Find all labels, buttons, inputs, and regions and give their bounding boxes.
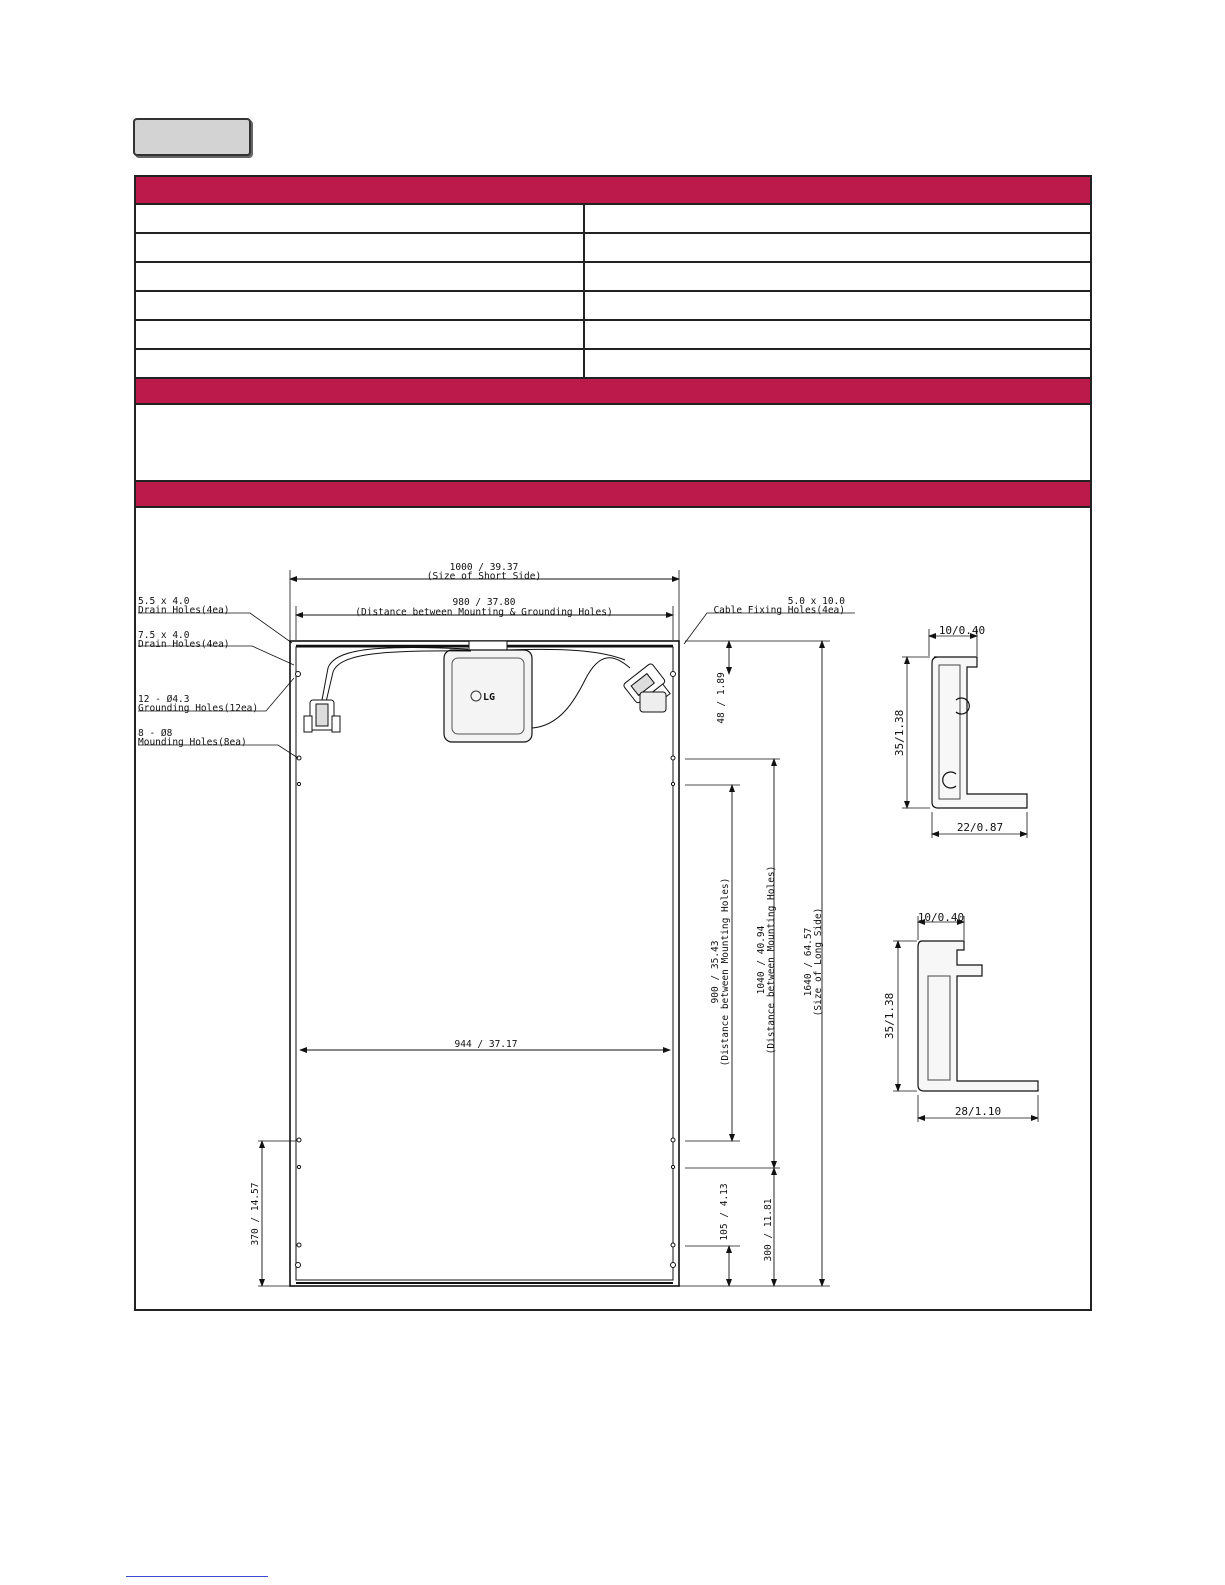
- mounding-note: Mounding Holes(8ea): [138, 737, 247, 748]
- short-side-value: 1000 / 39.37: [449, 562, 519, 573]
- dist-900-note: (Distance between Mounting Holes): [720, 877, 731, 1067]
- mounting-hole: [297, 1243, 301, 1247]
- mounting-hole: [671, 1243, 675, 1247]
- drain-small-size: 5.5 x 4.0: [138, 596, 190, 607]
- connector-right: [623, 663, 674, 714]
- mounting-hole: [671, 756, 675, 760]
- short-side-note: (Size of Short Side): [426, 571, 542, 582]
- grounding-hole: [297, 782, 300, 785]
- profile-long-bottom: 22/0.87: [956, 821, 1004, 834]
- bottom-300-value: 300 / 11.81: [763, 1198, 774, 1262]
- mounting-hole: [297, 1138, 301, 1142]
- mount-ground-note: (Distance between Mounting & Grounding Holes): [355, 607, 613, 618]
- grounding-hole: [296, 1263, 301, 1268]
- dimension-lines: [262, 579, 822, 1286]
- junction-box: [444, 641, 532, 742]
- grounding-hole: [671, 782, 674, 785]
- frame-profile-long: [893, 624, 1027, 838]
- grounding-hole: [297, 1165, 300, 1168]
- long-side-value: 1640 / 64.57: [803, 927, 814, 997]
- connector-left: [304, 700, 340, 732]
- mount-ground-value: 980 / 37.80: [452, 597, 516, 608]
- grounding-hole: [671, 1263, 676, 1268]
- profile-long-height: 35/1.38: [893, 709, 906, 757]
- extension-lines: [258, 570, 830, 1286]
- mounting-hole: [671, 1138, 675, 1142]
- footer-link-underline[interactable]: [126, 1576, 268, 1577]
- cable-fix-note: Cable Fixing Holes(4ea): [713, 605, 845, 616]
- dist-1040-note: (Distance between Mounting Holes): [766, 865, 777, 1055]
- mounding-size: 8 - Ø8: [138, 728, 173, 739]
- lg-logo-text: LG: [483, 692, 496, 703]
- bottom-105-value: 105 / 4.13: [719, 1183, 730, 1241]
- grounding-size: 12 - Ø4.3: [138, 694, 190, 705]
- long-side-note: (Size of Long Side): [813, 907, 824, 1017]
- grounding-hole: [671, 1165, 674, 1168]
- dist-900-value: 900 / 35.43: [710, 940, 721, 1004]
- grounding-hole: [296, 672, 301, 677]
- left-370-value: 370 / 14.57: [250, 1182, 261, 1246]
- grounding-note: Grounding Holes(12ea): [138, 703, 259, 714]
- profile-long-top: 10/0.40: [938, 624, 986, 637]
- drain-large-size: 7.5 x 4.0: [138, 630, 190, 641]
- inner-width-value: 944 / 37.17: [454, 1039, 518, 1050]
- top-offset-value: 48 / 1.89: [716, 672, 727, 724]
- dist-1040-value: 1040 / 40.94: [756, 925, 767, 995]
- drain-large-note: Drain Holes(4ea): [138, 639, 230, 650]
- profile-short-top: 10/0.40: [917, 911, 965, 924]
- drain-small-note: Drain Holes(4ea): [138, 605, 230, 616]
- profile-short-height: 35/1.38: [883, 992, 896, 1040]
- frame-profile-short: [883, 911, 1038, 1122]
- profile-short-bottom: 28/1.10: [954, 1105, 1002, 1118]
- mounting-holes: [296, 672, 676, 1268]
- grounding-hole: [671, 672, 676, 677]
- cable-fix-size: 5.0 x 10.0: [787, 596, 845, 607]
